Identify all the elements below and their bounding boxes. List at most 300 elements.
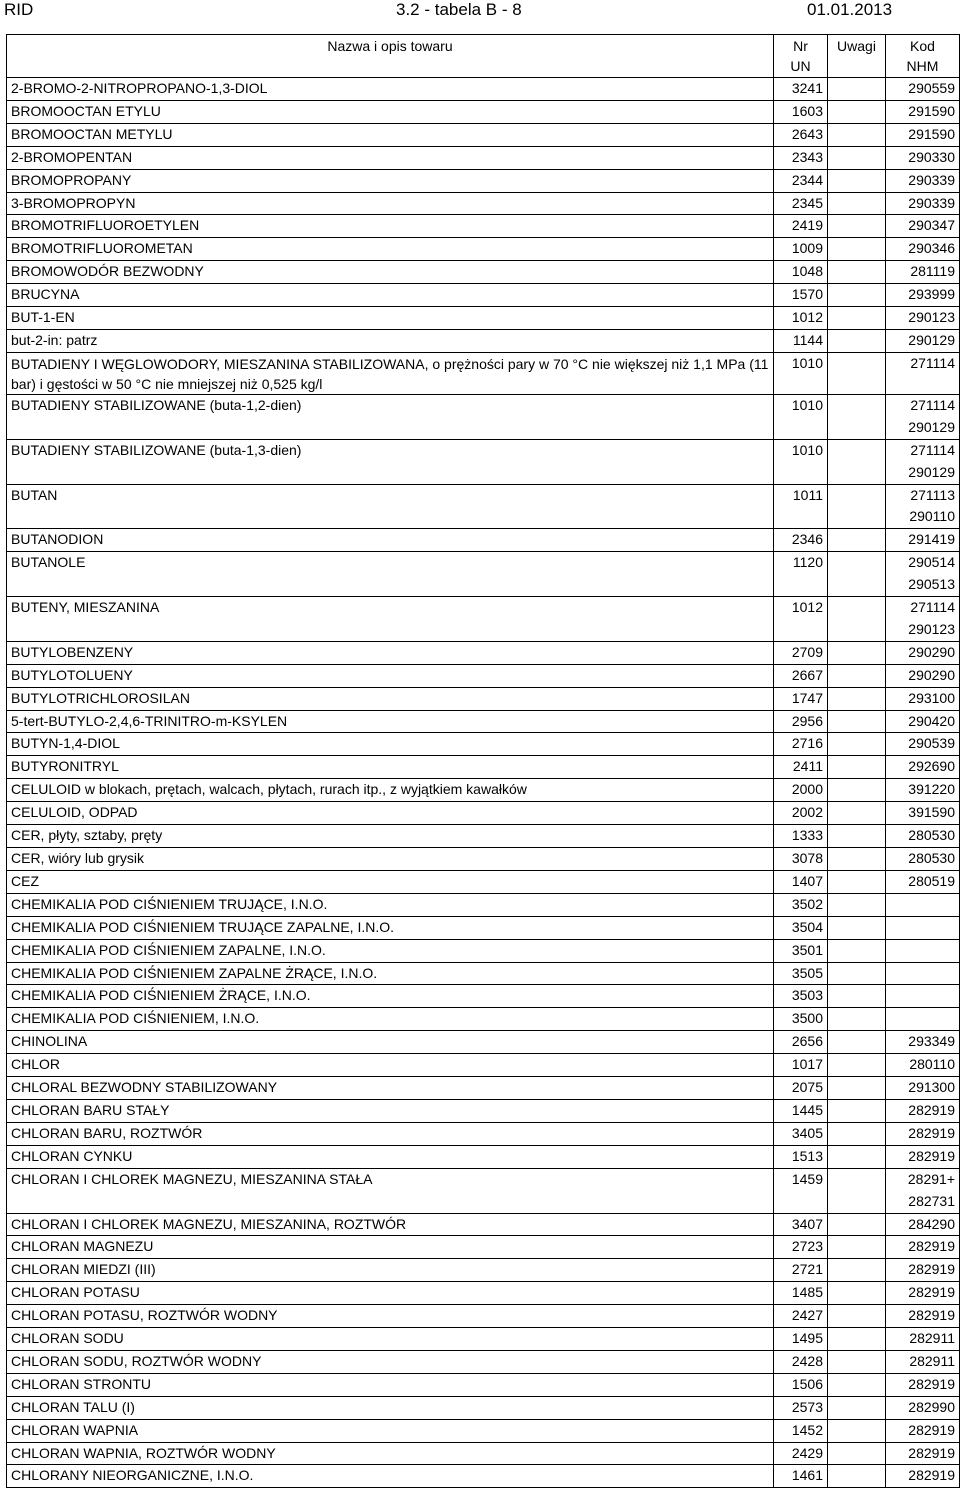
kod-value: 280530 (908, 827, 955, 844)
row-kod-nhm (886, 733, 960, 756)
table-row (7, 100, 960, 123)
kod-value: 271114 (910, 396, 955, 413)
row-uwagi (828, 1396, 886, 1419)
row-kod-nhm (886, 1099, 960, 1122)
row-un-number: 2716 (774, 733, 828, 756)
kod-value: 290339 (908, 194, 955, 211)
kod-value: 293999 (908, 286, 955, 303)
kod-value: 391590 (908, 804, 955, 821)
row-un-number: 1144 (774, 329, 828, 352)
row-uwagi (828, 352, 886, 394)
table-row (7, 779, 960, 802)
kod-value: 271114 (910, 441, 955, 458)
row-un-number: 2002 (774, 802, 828, 825)
row-uwagi (828, 394, 886, 439)
row-kod-nhm (886, 1008, 960, 1031)
table-row (7, 192, 960, 215)
table-row (7, 238, 960, 261)
row-name: CHLORAL BEZWODNY STABILIZOWANY (7, 1077, 774, 1100)
kod-value: 290123 (908, 309, 955, 326)
row-name: CHLORAN SODU (7, 1328, 774, 1351)
table-row (7, 848, 960, 871)
row-un-number: 1461 (774, 1465, 828, 1488)
kod-value: 291300 (908, 1079, 955, 1096)
table-row (7, 687, 960, 710)
row-name: BUTANOLE (7, 552, 774, 597)
row-name: 2-BROMOPENTAN (7, 146, 774, 169)
row-uwagi (828, 1031, 886, 1054)
row-kod-nhm (886, 641, 960, 664)
table-row (7, 146, 960, 169)
kod-value: 271114 (910, 599, 955, 616)
kod-value: 271113 (910, 486, 955, 503)
row-name: CHEMIKALIA POD CIŚNIENIEM TRUJĄCE, I.N.O. (7, 893, 774, 916)
table-body (7, 78, 960, 1488)
row-un-number: 2956 (774, 710, 828, 733)
row-name: BROMOOCTAN ETYLU (7, 100, 774, 123)
row-uwagi (828, 261, 886, 284)
kod-value: 293349 (908, 1033, 955, 1050)
row-name: CEZ (7, 870, 774, 893)
kod-value: 282919 (908, 1147, 955, 1164)
row-name: 3-BROMOPROPYN (7, 192, 774, 215)
row-kod-nhm (886, 893, 960, 916)
row-kod-nhm (886, 192, 960, 215)
table-row (7, 756, 960, 779)
row-un-number: 1407 (774, 870, 828, 893)
table-row (7, 169, 960, 192)
row-un-number: 1017 (774, 1054, 828, 1077)
row-kod-nhm (886, 1213, 960, 1236)
row-name: CHLORAN BARU, ROZTWÓR (7, 1122, 774, 1145)
row-name: BUTANODION (7, 529, 774, 552)
row-kod-nhm (886, 100, 960, 123)
row-un-number: 1010 (774, 352, 828, 394)
table-row (7, 1465, 960, 1488)
kod-value: 280110 (909, 1056, 955, 1073)
row-kod-nhm (886, 284, 960, 307)
row-un-number: 1011 (774, 484, 828, 529)
row-uwagi (828, 985, 886, 1008)
row-un-number: 3500 (774, 1008, 828, 1031)
row-kod-nhm (886, 1305, 960, 1328)
row-uwagi (828, 597, 886, 642)
row-un-number: 3407 (774, 1213, 828, 1236)
row-uwagi (828, 307, 886, 330)
row-kod-nhm (886, 710, 960, 733)
row-kod-nhm (886, 1122, 960, 1145)
row-name: 5-tert-BUTYLO-2,4,6-TRINITRO-m-KSYLEN (7, 710, 774, 733)
kod-value: 290330 (908, 148, 955, 165)
row-un-number: 1459 (774, 1168, 828, 1213)
row-un-number: 1012 (774, 307, 828, 330)
row-name: CHEMIKALIA POD CIŚNIENIEM ZAPALNE ŻRĄCE, I.N.O. (7, 962, 774, 985)
row-kod-nhm (886, 939, 960, 962)
row-kod-nhm (886, 1031, 960, 1054)
row-uwagi (828, 1168, 886, 1213)
row-uwagi (828, 802, 886, 825)
kod-value: 291419 (908, 531, 955, 548)
row-kod-nhm (886, 329, 960, 352)
row-un-number: 1452 (774, 1419, 828, 1442)
row-kod-nhm (886, 169, 960, 192)
table-row (7, 870, 960, 893)
kod-value: 290129 (908, 331, 955, 348)
table-row (7, 284, 960, 307)
kod-value: 280519 (908, 872, 955, 889)
kod-value: 290559 (908, 80, 955, 96)
row-kod-nhm (886, 261, 960, 284)
row-uwagi (828, 893, 886, 916)
row-uwagi (828, 439, 886, 484)
kod-value: 290290 (908, 643, 955, 660)
kod-value: 290290 (908, 666, 955, 683)
row-kod-nhm (886, 962, 960, 985)
table-row (7, 1031, 960, 1054)
col-header-un: Nr UN (774, 35, 828, 78)
row-uwagi (828, 1259, 886, 1282)
table-row (7, 825, 960, 848)
table-row (7, 1213, 960, 1236)
row-kod-nhm (886, 1259, 960, 1282)
row-name: CHEMIKALIA POD CIŚNIENIEM ZAPALNE, I.N.O. (7, 939, 774, 962)
kod-value: 290539 (908, 735, 955, 752)
row-uwagi (828, 1122, 886, 1145)
row-kod-nhm (886, 1077, 960, 1100)
row-name: CER, płyty, sztaby, pręty (7, 825, 774, 848)
row-name: BROMOPROPANY (7, 169, 774, 192)
row-un-number: 2343 (774, 146, 828, 169)
kod-value: 282919 (908, 1375, 955, 1392)
row-un-number: 1603 (774, 100, 828, 123)
table-row (7, 78, 960, 101)
row-un-number: 3504 (774, 916, 828, 939)
table-row (7, 893, 960, 916)
kod-value: 282919 (908, 1444, 955, 1461)
kod-value: 271114 (910, 354, 955, 371)
table-row (7, 1168, 960, 1213)
row-un-number: 2345 (774, 192, 828, 215)
row-un-number: 2656 (774, 1031, 828, 1054)
row-un-number: 3503 (774, 985, 828, 1008)
row-un-number: 1485 (774, 1282, 828, 1305)
kod-value: 282919 (908, 1261, 955, 1278)
row-uwagi (828, 1465, 886, 1488)
row-un-number: 1048 (774, 261, 828, 284)
table-row (7, 1259, 960, 1282)
row-uwagi (828, 192, 886, 215)
row-name: CHLOR (7, 1054, 774, 1077)
row-kod-nhm (886, 352, 960, 394)
row-uwagi (828, 238, 886, 261)
row-uwagi (828, 1328, 886, 1351)
kod-value: 291590 (908, 125, 955, 142)
row-un-number: 2723 (774, 1236, 828, 1259)
row-uwagi (828, 1145, 886, 1168)
row-uwagi (828, 78, 886, 101)
goods-table (6, 34, 960, 1488)
table-row (7, 1328, 960, 1351)
table-row (7, 733, 960, 756)
row-name: CHLORAN WAPNIA, ROZTWÓR WODNY (7, 1442, 774, 1465)
table-row (7, 1145, 960, 1168)
row-name: but-2-in: patrz (7, 329, 774, 352)
kod-value: 284290 (908, 1215, 955, 1232)
row-kod-nhm (886, 1282, 960, 1305)
table-row (7, 307, 960, 330)
table-row (7, 484, 960, 529)
row-name: CHLORAN BARU STAŁY (7, 1099, 774, 1122)
row-uwagi (828, 1442, 886, 1465)
row-name: 2-BROMO-2-NITROPROPANO-1,3-DIOL (7, 78, 774, 101)
table-row (7, 641, 960, 664)
kod-value: 292690 (908, 758, 955, 775)
row-name: BUT-1-EN (7, 307, 774, 330)
table-row (7, 985, 960, 1008)
kod-value: 282990 (908, 1398, 955, 1415)
row-kod-nhm (886, 529, 960, 552)
kod-value: 282919 (908, 1307, 955, 1324)
table-row (7, 1077, 960, 1100)
row-name: BUTADIENY I WĘGLOWODORY, MIESZANINA STABILIZOWANA, o prężności pary w 70 °C nie większej niż 1,1 MPa (11 bar) i gęstości w 50 °C nie mniejszej niż 0,525 kg/l (7, 352, 774, 394)
row-un-number: 2344 (774, 169, 828, 192)
row-name: CHLORAN MAGNEZU (7, 1236, 774, 1259)
table-row (7, 1236, 960, 1259)
row-uwagi (828, 1282, 886, 1305)
kod-value: 290123 (908, 620, 955, 637)
row-uwagi (828, 1099, 886, 1122)
row-uwagi (828, 779, 886, 802)
table-row (7, 802, 960, 825)
row-kod-nhm (886, 484, 960, 529)
row-name: CHEMIKALIA POD CIŚNIENIEM, I.N.O. (7, 1008, 774, 1031)
row-un-number: 1333 (774, 825, 828, 848)
table-row (7, 261, 960, 284)
row-kod-nhm (886, 985, 960, 1008)
row-name: CHLORAN SODU, ROZTWÓR WODNY (7, 1350, 774, 1373)
header-center: 3.2 - tabela B - 8 (396, 0, 522, 19)
row-kod-nhm (886, 552, 960, 597)
table-row (7, 1350, 960, 1373)
kod-value: 290110 (909, 508, 955, 525)
table-row (7, 1396, 960, 1419)
row-un-number: 1513 (774, 1145, 828, 1168)
row-un-number: 1570 (774, 284, 828, 307)
row-kod-nhm (886, 1054, 960, 1077)
row-name: CHLORAN STRONTU (7, 1373, 774, 1396)
row-uwagi (828, 687, 886, 710)
kod-value: 282911 (909, 1330, 955, 1347)
row-name: CHLORAN POTASU, ROZTWÓR WODNY (7, 1305, 774, 1328)
row-uwagi (828, 284, 886, 307)
kod-value: 282919 (908, 1101, 955, 1118)
kod-value: 280530 (908, 850, 955, 866)
row-uwagi (828, 215, 886, 238)
row-kod-nhm (886, 1442, 960, 1465)
row-uwagi (828, 1350, 886, 1373)
row-un-number: 3505 (774, 962, 828, 985)
table-row (7, 1419, 960, 1442)
row-un-number: 1010 (774, 394, 828, 439)
table-row (7, 1305, 960, 1328)
row-uwagi (828, 1054, 886, 1077)
row-kod-nhm (886, 756, 960, 779)
row-uwagi (828, 1077, 886, 1100)
row-kod-nhm (886, 870, 960, 893)
col-header-kod: Kod NHM (886, 35, 960, 78)
kod-value: 290129 (908, 418, 955, 435)
row-uwagi (828, 756, 886, 779)
kod-value: 290420 (908, 712, 955, 729)
row-name: CHEMIKALIA POD CIŚNIENIEM TRUJĄCE ZAPALNE, I.N.O. (7, 916, 774, 939)
row-un-number: 1120 (774, 552, 828, 597)
header-date: 01.01.2013 (807, 0, 893, 19)
header-left: RID (4, 0, 34, 19)
row-name: BUTADIENY STABILIZOWANE (buta-1,2-dien) (7, 394, 774, 439)
row-un-number: 1747 (774, 687, 828, 710)
row-uwagi (828, 825, 886, 848)
row-un-number: 2000 (774, 779, 828, 802)
row-name: CELULOID, ODPAD (7, 802, 774, 825)
kod-value: 282919 (908, 1467, 955, 1484)
row-un-number: 1495 (774, 1328, 828, 1351)
row-un-number: 2427 (774, 1305, 828, 1328)
row-kod-nhm (886, 1373, 960, 1396)
row-name: CHLORAN I CHLOREK MAGNEZU, MIESZANINA STAŁA (7, 1168, 774, 1213)
row-un-number: 2419 (774, 215, 828, 238)
row-name: CHLORAN TALU (I) (7, 1396, 774, 1419)
row-name: CHLORAN MIEDZI (III) (7, 1259, 774, 1282)
row-kod-nhm (886, 394, 960, 439)
col-header-uwagi: Uwagi (828, 35, 886, 78)
row-uwagi (828, 484, 886, 529)
row-un-number: 2709 (774, 641, 828, 664)
row-un-number: 2075 (774, 1077, 828, 1100)
row-name: BROMOWODÓR BEZWODNY (7, 261, 774, 284)
row-un-number: 2573 (774, 1396, 828, 1419)
row-name: BUTYLOTOLUENY (7, 664, 774, 687)
row-un-number: 3241 (774, 78, 828, 101)
row-kod-nhm (886, 215, 960, 238)
row-uwagi (828, 1305, 886, 1328)
row-un-number: 1445 (774, 1099, 828, 1122)
kod-value: 282911 (909, 1352, 955, 1369)
row-uwagi (828, 529, 886, 552)
row-kod-nhm (886, 123, 960, 146)
row-name: BUTENY, MIESZANINA (7, 597, 774, 642)
table-row (7, 123, 960, 146)
row-name: CHLORANY NIEORGANICZNE, I.N.O. (7, 1465, 774, 1488)
kod-value: 290346 (908, 240, 955, 257)
row-un-number: 1009 (774, 238, 828, 261)
row-uwagi (828, 710, 886, 733)
row-kod-nhm (886, 439, 960, 484)
row-kod-nhm (886, 779, 960, 802)
row-name: CHLORAN POTASU (7, 1282, 774, 1305)
table-row (7, 1099, 960, 1122)
row-kod-nhm (886, 307, 960, 330)
row-un-number: 3502 (774, 893, 828, 916)
row-name: BUTYLOTRICHLOROSILAN (7, 687, 774, 710)
row-name: BUTYN-1,4-DIOL (7, 733, 774, 756)
row-kod-nhm (886, 1168, 960, 1213)
kod-value: 282731 (908, 1192, 955, 1209)
table-row (7, 329, 960, 352)
kod-value: 282919 (908, 1284, 955, 1301)
table-row (7, 962, 960, 985)
row-uwagi (828, 1419, 886, 1442)
kod-value: 290347 (908, 217, 955, 234)
table-row (7, 1054, 960, 1077)
table-row (7, 664, 960, 687)
row-name: CHLORAN CYNKU (7, 1145, 774, 1168)
page-header (0, 0, 960, 22)
kod-value: 281119 (910, 263, 955, 280)
row-kod-nhm (886, 1145, 960, 1168)
row-kod-nhm (886, 1328, 960, 1351)
row-kod-nhm (886, 687, 960, 710)
row-uwagi (828, 939, 886, 962)
row-uwagi (828, 100, 886, 123)
table-header-row (7, 35, 960, 78)
row-kod-nhm (886, 1350, 960, 1373)
row-un-number: 3501 (774, 939, 828, 962)
row-uwagi (828, 1236, 886, 1259)
row-name: BROMOTRIFLUOROETYLEN (7, 215, 774, 238)
kod-value: 293100 (908, 689, 955, 706)
row-kod-nhm (886, 146, 960, 169)
kod-value: 291590 (908, 102, 955, 119)
row-uwagi (828, 552, 886, 597)
table-row (7, 552, 960, 597)
row-un-number: 1506 (774, 1373, 828, 1396)
row-kod-nhm (886, 1419, 960, 1442)
row-name: CHLORAN WAPNIA (7, 1419, 774, 1442)
row-kod-nhm (886, 848, 960, 871)
kod-value: 282919 (908, 1238, 955, 1255)
row-un-number: 2411 (774, 756, 828, 779)
row-uwagi (828, 169, 886, 192)
row-un-number: 2429 (774, 1442, 828, 1465)
table-row (7, 939, 960, 962)
row-un-number: 2721 (774, 1259, 828, 1282)
row-name: CELULOID w blokach, prętach, walcach, płytach, rurach itp., z wyjątkiem kawałków (7, 779, 774, 802)
table-row (7, 597, 960, 642)
row-name: BUTYLOBENZENY (7, 641, 774, 664)
row-kod-nhm (886, 597, 960, 642)
row-uwagi (828, 1373, 886, 1396)
row-uwagi (828, 664, 886, 687)
row-kod-nhm (886, 238, 960, 261)
kod-value: 391220 (908, 781, 955, 798)
table-row (7, 710, 960, 733)
kod-value: 290514 (908, 554, 955, 571)
row-uwagi (828, 123, 886, 146)
row-kod-nhm (886, 1236, 960, 1259)
row-uwagi (828, 641, 886, 664)
table-row (7, 529, 960, 552)
kod-value: 290339 (908, 171, 955, 188)
table-row (7, 1008, 960, 1031)
row-uwagi (828, 962, 886, 985)
row-uwagi (828, 870, 886, 893)
table-row (7, 1282, 960, 1305)
row-name: BUTADIENY STABILIZOWANE (buta-1,3-dien) (7, 439, 774, 484)
row-kod-nhm (886, 1465, 960, 1488)
table-row (7, 439, 960, 484)
kod-value: 290129 (908, 463, 955, 480)
row-name: CHINOLINA (7, 1031, 774, 1054)
